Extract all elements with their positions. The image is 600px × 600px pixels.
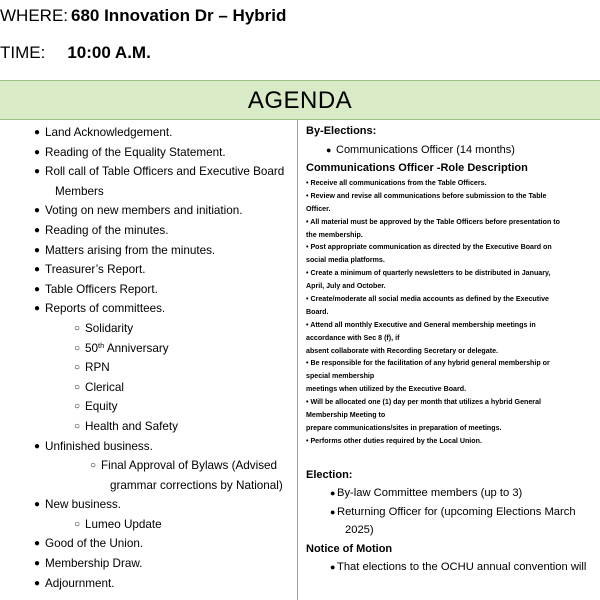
bullet-icon: ● [34,166,41,178]
role-line: absent collaborate with Recording Secretary or delegate. [306,346,498,355]
sub-list-item: ○ Equity [0,397,296,417]
bullet-icon: ● [34,205,41,217]
time-value: 10:00 A.M. [67,43,151,62]
list-item: ● Matters arising from the minutes. [0,241,296,261]
role-line: prepare communications/sites in preparation of meetings. [306,423,502,432]
role-line: • Create a minimum of quarterly newsletters to be distributed in January, [306,269,551,278]
where-line [0,6,286,26]
role-line: the membership. [306,230,363,239]
role-line: special membership [306,372,375,381]
list-item: ● Returning Officer for (upcoming Elections March [306,503,596,523]
role-line: • All material must be approved by the Table Officers before presentation to [306,217,560,226]
hollow-bullet-icon: ○ [90,460,97,472]
list-item: ● Membership Draw. [0,554,296,574]
time-line [0,43,151,63]
list-item: ● That elections to the OCHU annual convention will [306,558,596,578]
role-line: • Performs other duties required by the Local Union. [306,436,482,445]
bullet-icon: ● [34,538,41,550]
hollow-bullet-icon: ○ [74,381,81,393]
bullet-icon: ● [34,127,41,138]
list-item: ● Adjournment. [0,574,296,594]
spacer [306,448,596,467]
list-item: ● Roll call of Table Officers and Executive Board [0,162,296,182]
list-item: ● Good of the Union. [0,534,296,554]
list-item-continuation: Members [55,184,104,198]
bullet-icon: ● [34,283,41,295]
agenda-list [0,123,296,593]
role-line: Officer. [306,204,331,213]
sub-list-item: ○ Solidarity [0,319,296,339]
time-label: TIME: [0,43,46,62]
agenda-banner [0,80,600,120]
byelections-heading: By-Elections: [306,125,377,137]
list-item: ● Reports of committees. [0,299,296,319]
sub-list-item: ○ Final Approval of Bylaws (Advised [0,456,296,476]
right-column [306,123,596,577]
motion-heading: Notice of Motion [306,542,393,555]
list-item: ● Table Officers Report. [0,280,296,300]
role-heading: Communications Officer -Role Description [306,162,528,174]
bullet-icon: ● [326,145,332,155]
list-item: ● Treasurer’s Report. [0,260,296,280]
agenda-title: AGENDA [247,87,353,114]
bullet-icon: ● [330,507,336,518]
role-line: • Post appropriate communication as directed by the Executive Board on [306,243,552,252]
bullet-icon: ● [34,244,41,256]
role-line: social media platforms. [306,256,385,265]
bullet-icon: ● [34,303,41,315]
bullet-icon: ● [34,440,41,452]
bullet-icon: ● [34,577,41,589]
list-item: ● Communications Officer (14 months) [306,140,596,160]
role-line: Membership Meeting to [306,411,386,420]
list-item: ● Reading of the Equality Statement. [0,143,296,163]
column-divider [297,120,298,600]
role-line: • Review and revise all communications before submission to the Table [306,191,547,200]
role-line: • Will be allocated one (1) day per month that utilizes a hybrid General [306,398,541,407]
role-line: • Receive all communications from the Table Officers. [306,179,487,187]
role-line: April, July and October. [306,282,386,291]
hollow-bullet-icon: ○ [74,322,81,334]
list-item: ● By-law Committee members (up to 3) [306,484,596,504]
hollow-bullet-icon: ○ [74,342,81,354]
where-label: WHERE: [0,6,68,25]
hollow-bullet-icon: ○ [74,518,81,530]
role-line: • Attend all monthly Executive and General membership meetings in [306,320,536,329]
hollow-bullet-icon: ○ [74,401,81,413]
list-item: ● Reading of the minutes. [0,221,296,241]
bullet-icon: ● [34,146,41,158]
sub-list-item: ○ RPN [0,358,296,378]
bullet-icon: ● [34,499,41,511]
list-item: ● New business. [0,495,296,515]
sub-list-item: ○ Clerical [0,378,296,398]
hollow-bullet-icon: ○ [74,420,81,432]
role-line: Board. [306,307,329,316]
bullet-icon: ● [330,487,336,498]
role-line: • Create/moderate all social media accounts as defined by the Executive [306,295,549,304]
hollow-bullet-icon: ○ [74,362,81,374]
sub-list-item: ○ Lumeo Update [0,515,296,535]
sub-list-item-continuation: grammar corrections by National) [110,478,283,492]
bullet-icon: ● [34,224,41,236]
bullet-icon: ● [34,264,41,276]
bullet-icon: ● [34,558,41,570]
where-value: 680 Innovation Dr – Hybrid [71,6,287,25]
sub-list-item: ○ 50th Anniversary [0,339,296,359]
list-item: ● Land Acknowledgement. [0,123,296,143]
role-line: meetings when utilized by the Executive Board. [306,385,467,394]
list-item-continuation: 2025) [345,523,374,536]
list-item: ● Voting on new members and initiation. [0,201,296,221]
list-item: ● Unfinished business. [0,437,296,457]
role-line: accordance with Sec 8 (f), if [306,333,400,342]
sub-list-item: ○ Health and Safety [0,417,296,437]
election-heading: Election: [306,468,353,481]
role-line: • Be responsible for the facilitation of any hybrid general membership or [306,359,550,368]
bullet-icon: ● [330,561,336,572]
role-description [306,177,596,448]
